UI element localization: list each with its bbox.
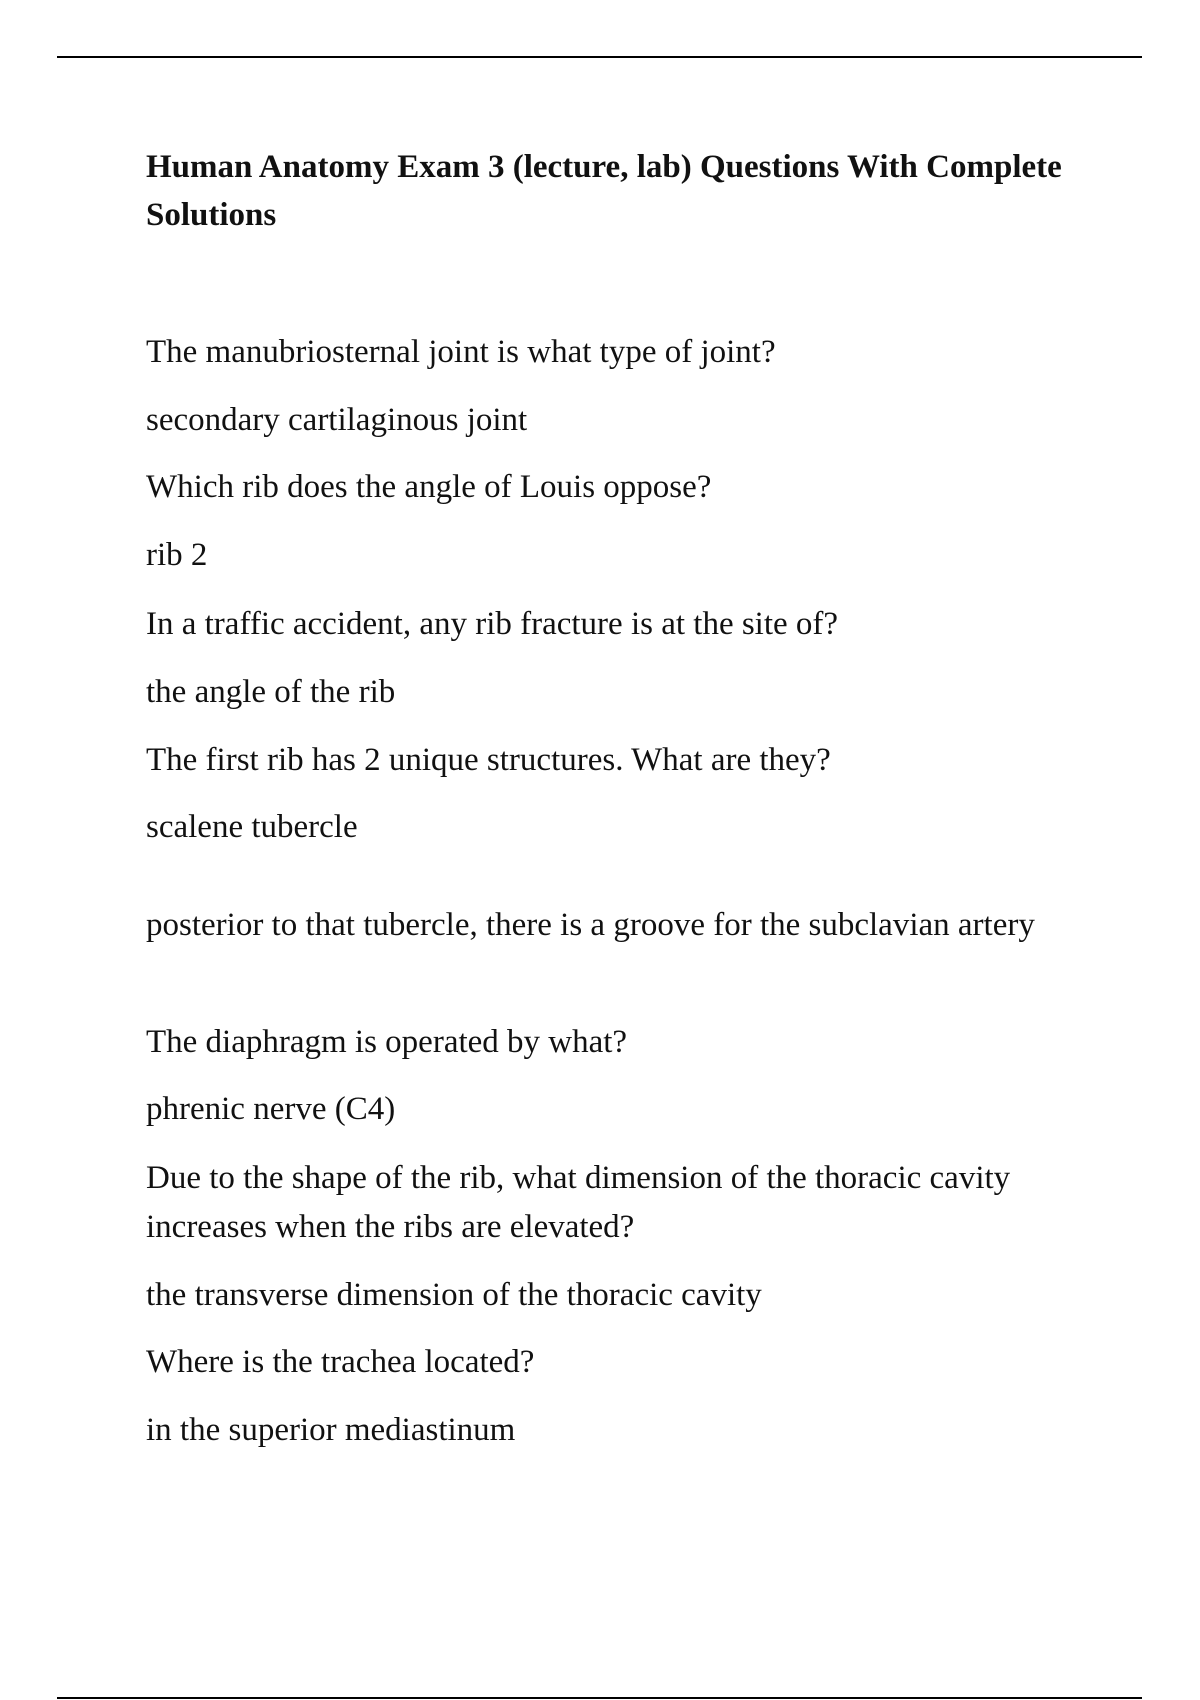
answer-text: in the superior mediastinum — [146, 1412, 516, 1448]
answer-text: rib 2 — [146, 537, 208, 573]
question-text: The manubriosternal joint is what type of joint? — [146, 334, 776, 370]
bottom-divider — [57, 1697, 1142, 1699]
answer-text: the angle of the rib — [146, 674, 396, 710]
question-text: The diaphragm is operated by what? — [146, 1024, 628, 1060]
answer-text: secondary cartilaginous joint — [146, 402, 528, 438]
top-divider — [57, 56, 1142, 58]
question-text: Which rib does the angle of Louis oppose? — [146, 469, 712, 505]
question-text: The first rib has 2 unique structures. What are they? — [146, 742, 831, 778]
answer-text: phrenic nerve (C4) — [146, 1091, 396, 1127]
answer-text: posterior to that tubercle, there is a groove for the subclavian artery — [146, 907, 1035, 943]
document-title: Human Anatomy Exam 3 (lecture, lab) Questions With Complete Solutions — [146, 149, 1062, 233]
question-text: Where is the trachea located? — [146, 1344, 535, 1380]
answer-text: the transverse dimension of the thoracic cavity — [146, 1277, 762, 1313]
question-text: In a traffic accident, any rib fracture is at the site of? — [146, 606, 839, 642]
question-text: Due to the shape of the rib, what dimension of the thoracic cavity increases when the ribs are elevated? — [146, 1160, 1011, 1245]
answer-text: scalene tubercle — [146, 809, 358, 845]
